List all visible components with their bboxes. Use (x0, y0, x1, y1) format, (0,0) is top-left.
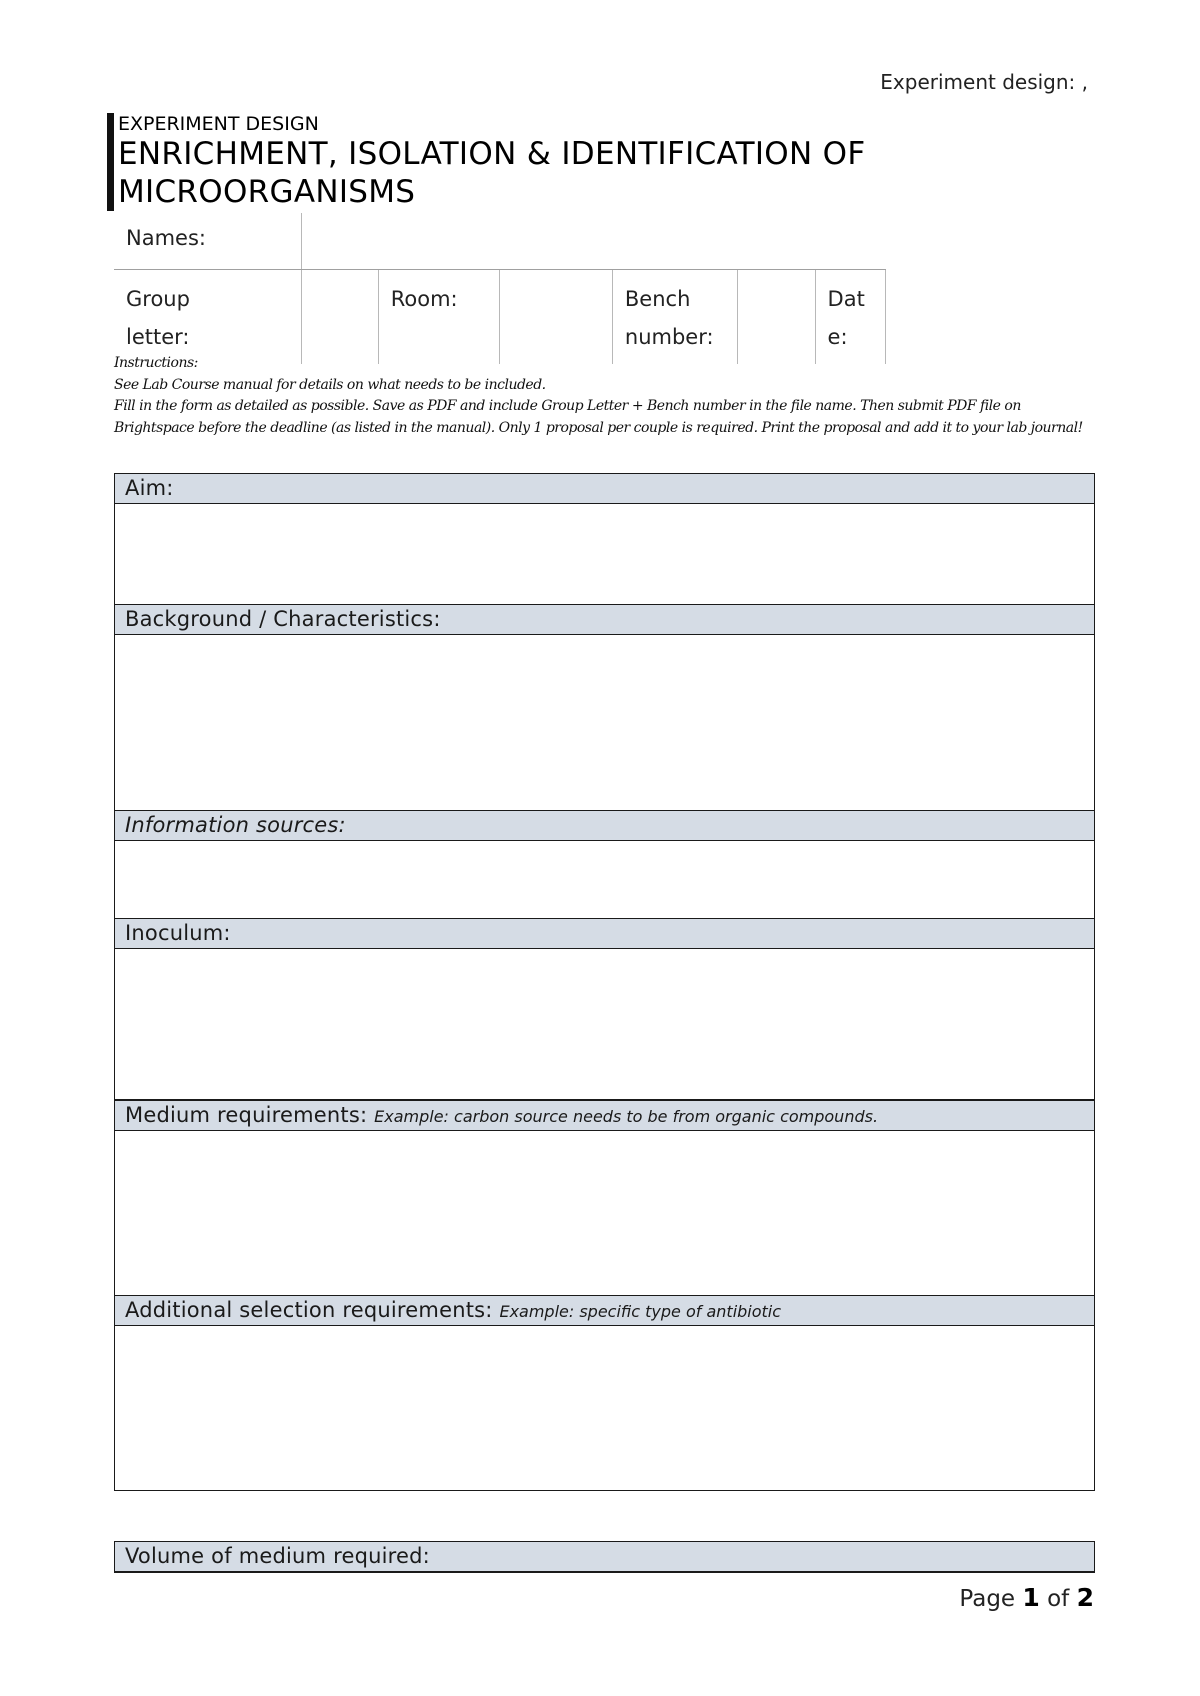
date-label-line-1: Dat (827, 287, 865, 311)
medium-label: Medium requirements: (125, 1103, 368, 1127)
names-label: Names: (114, 213, 301, 270)
instructions (114, 353, 1089, 439)
room-label: Room: (378, 270, 499, 365)
of-word: of (1047, 1586, 1070, 1612)
medium-field[interactable] (115, 1131, 1094, 1295)
page-total: 2 (1076, 1583, 1094, 1612)
selection-section (114, 1295, 1095, 1491)
medium-example: Example: carbon source needs to be from organic compounds. (374, 1107, 879, 1126)
instructions-heading: Instructions: (114, 355, 198, 371)
document-title-line-2: MICROORGANISMS (118, 174, 416, 210)
inoculum-section (114, 918, 1095, 1100)
aim-field[interactable] (115, 504, 1094, 604)
medium-section (114, 1100, 1095, 1296)
sources-label: Information sources: (115, 811, 1094, 841)
group-letter-label (114, 270, 301, 365)
bench-number-field[interactable] (737, 270, 815, 365)
selection-label: Additional selection requirements: (125, 1298, 493, 1322)
inoculum-field[interactable] (115, 949, 1094, 1099)
title-block (107, 113, 1098, 211)
selection-header (115, 1296, 1094, 1326)
bench-number-label (612, 270, 737, 365)
bench-label-line-2: number: (624, 325, 714, 349)
page-word: Page (959, 1586, 1016, 1612)
background-section (114, 604, 1095, 811)
inoculum-label: Inoculum: (115, 919, 1094, 949)
selection-example: Example: specific type of antibiotic (499, 1302, 782, 1321)
date-label (815, 270, 885, 365)
volume-label: Volume of medium required: (115, 1542, 1094, 1572)
sources-section (114, 810, 1095, 919)
aim-section (114, 473, 1095, 605)
medium-header (115, 1101, 1094, 1131)
document-title-line-1: ENRICHMENT, ISOLATION & IDENTIFICATION OF (118, 136, 866, 172)
date-field[interactable] (885, 270, 1096, 365)
background-label: Background / Characteristics: (115, 605, 1094, 635)
group-label-line-2: letter: (126, 325, 190, 349)
instructions-line-2: Fill in the form as detailed as possible. Save as PDF and include Group Letter + Bench number in the file name. Then submit PDF file on Brightspace before the deadline (as listed in the manual). Only 1 proposal per couple is required. Print the proposal and add it to your lab journal! (114, 398, 1083, 436)
page-current: 1 (1022, 1583, 1040, 1612)
aim-label: Aim: (115, 474, 1094, 504)
group-letter-field[interactable] (301, 270, 378, 365)
running-header: Experiment design: , (880, 70, 1088, 94)
room-field[interactable] (499, 270, 612, 365)
sources-field[interactable] (115, 841, 1094, 918)
background-field[interactable] (115, 635, 1094, 810)
page-number (959, 1583, 1094, 1612)
info-table (114, 213, 1096, 364)
group-label-line-1: Group (126, 287, 190, 311)
names-field[interactable] (301, 213, 885, 270)
date-label-line-2: e: (827, 325, 848, 349)
bench-label-line-1: Bench (624, 287, 691, 311)
volume-section (114, 1541, 1095, 1573)
document-kicker: EXPERIMENT DESIGN (118, 113, 319, 135)
instructions-line-1: See Lab Course manual for details on what needs to be included. (114, 376, 546, 393)
selection-field[interactable] (115, 1326, 1094, 1490)
